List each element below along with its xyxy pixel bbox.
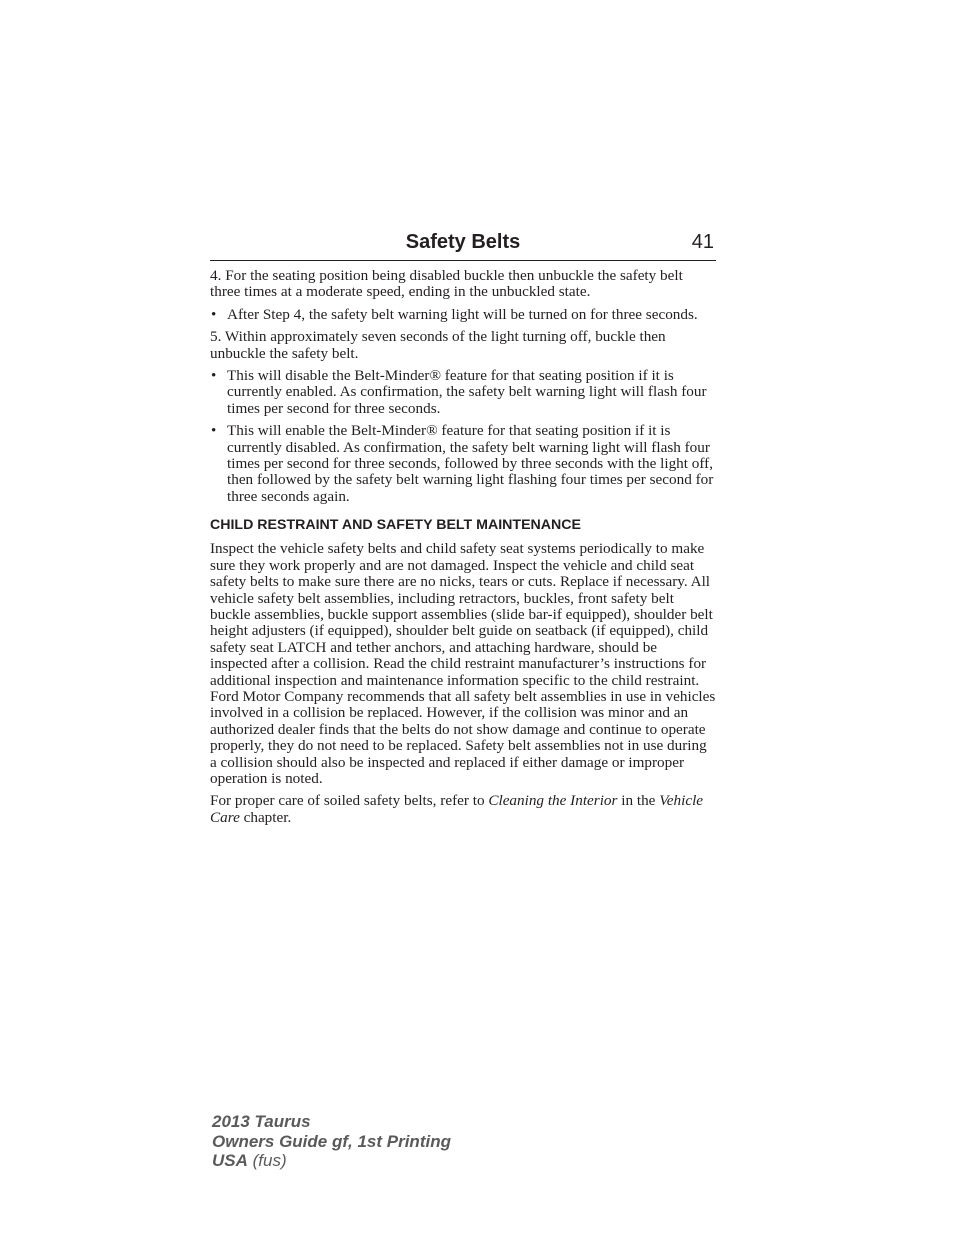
page-number: 41 [691, 231, 714, 253]
footer-guide: Owners Guide gf, 1st Printing [212, 1131, 451, 1151]
section-title: Safety Belts [405, 231, 521, 253]
bullet-mark: • [211, 367, 217, 385]
footer-model: 2013 Taurus [212, 1112, 311, 1131]
bullet-mark: • [211, 422, 217, 440]
care-text-3: chapter. [239, 808, 292, 826]
care-text-2: in the [617, 792, 660, 810]
footer-region-main: USA [212, 1151, 248, 1170]
footer-region-code: (fus) [247, 1151, 287, 1170]
bullet-mark: • [211, 305, 217, 323]
maintenance-paragraph: Inspect the vehicle safety belts and child safety seat systems periodically to make sure they work properly and are not damaged. Inspect the vehicle and child seat safety belts to make sure there are no nicks, tears or cuts. Replace if necessary. All vehicle safety belt assemblies, including retractors, buckles, front safety belt buckle assemblies, buckle support assemblies (slide bar-if equipped), shoulder belt height adjusters (if equipped), shoulder belt guide on seatback (if equipped), child safety seat LATCH and tether anchors, and attaching hardware, should be inspected after a collision. Read the child restraint manufacturer’s instructions for additional inspection and maintenance information specific to the child restraint. Ford Motor Company recommends that all safety belt assemblies in use in vehicles involved in a collision be replaced. However, if the collision was minor and an authorized dealer finds that the belts do not show damage and continue to operate properly, they do not need to be replaced. Safety belt assemblies not in use during a collision should also be inspected and replaced if either damage or improper operation is noted. [210, 540, 716, 787]
cross-reference-vehicle-care: Vehicle Care [210, 792, 704, 826]
footer-region [212, 1151, 451, 1171]
page-footer [212, 1112, 451, 1171]
bullet-item-step4-result [210, 307, 716, 323]
page-content [210, 268, 716, 832]
bullet-item-enable [210, 423, 716, 505]
bullet-text: After Step 4, the safety belt warning light will be turned on for three seconds. [227, 305, 698, 323]
bullet-text: This will enable the Belt-Minder® feature for that seating position if it is currently disabled. As confirmation, the safety belt warning light will flash four times per second for three seconds, followed by three seconds with the light off, then followed by the safety belt warning light flashing four times per second for three seconds again. [227, 422, 714, 505]
bullet-text: This will disable the Belt-Minder® feature for that seating position if it is currently enabled. As confirmation, the safety belt warning light will flash four times per second for three seconds. [227, 367, 707, 417]
page-header [210, 228, 716, 261]
cross-reference-cleaning-interior: Cleaning the Interior [488, 792, 618, 810]
bullet-item-disable [210, 368, 716, 417]
care-text-1: For proper care of soiled safety belts, refer to [210, 792, 489, 810]
section-heading: CHILD RESTRAINT AND SAFETY BELT MAINTENANCE [210, 517, 581, 534]
step-5-text: 5. Within approximately seven seconds of the light turning off, buckle then unbuckle the safety belt. [210, 328, 666, 362]
care-paragraph [210, 793, 716, 826]
step-4-text: 4. For the seating position being disabled buckle then unbuckle the safety belt three times at a moderate speed, ending in the unbuckled state. [210, 267, 683, 301]
